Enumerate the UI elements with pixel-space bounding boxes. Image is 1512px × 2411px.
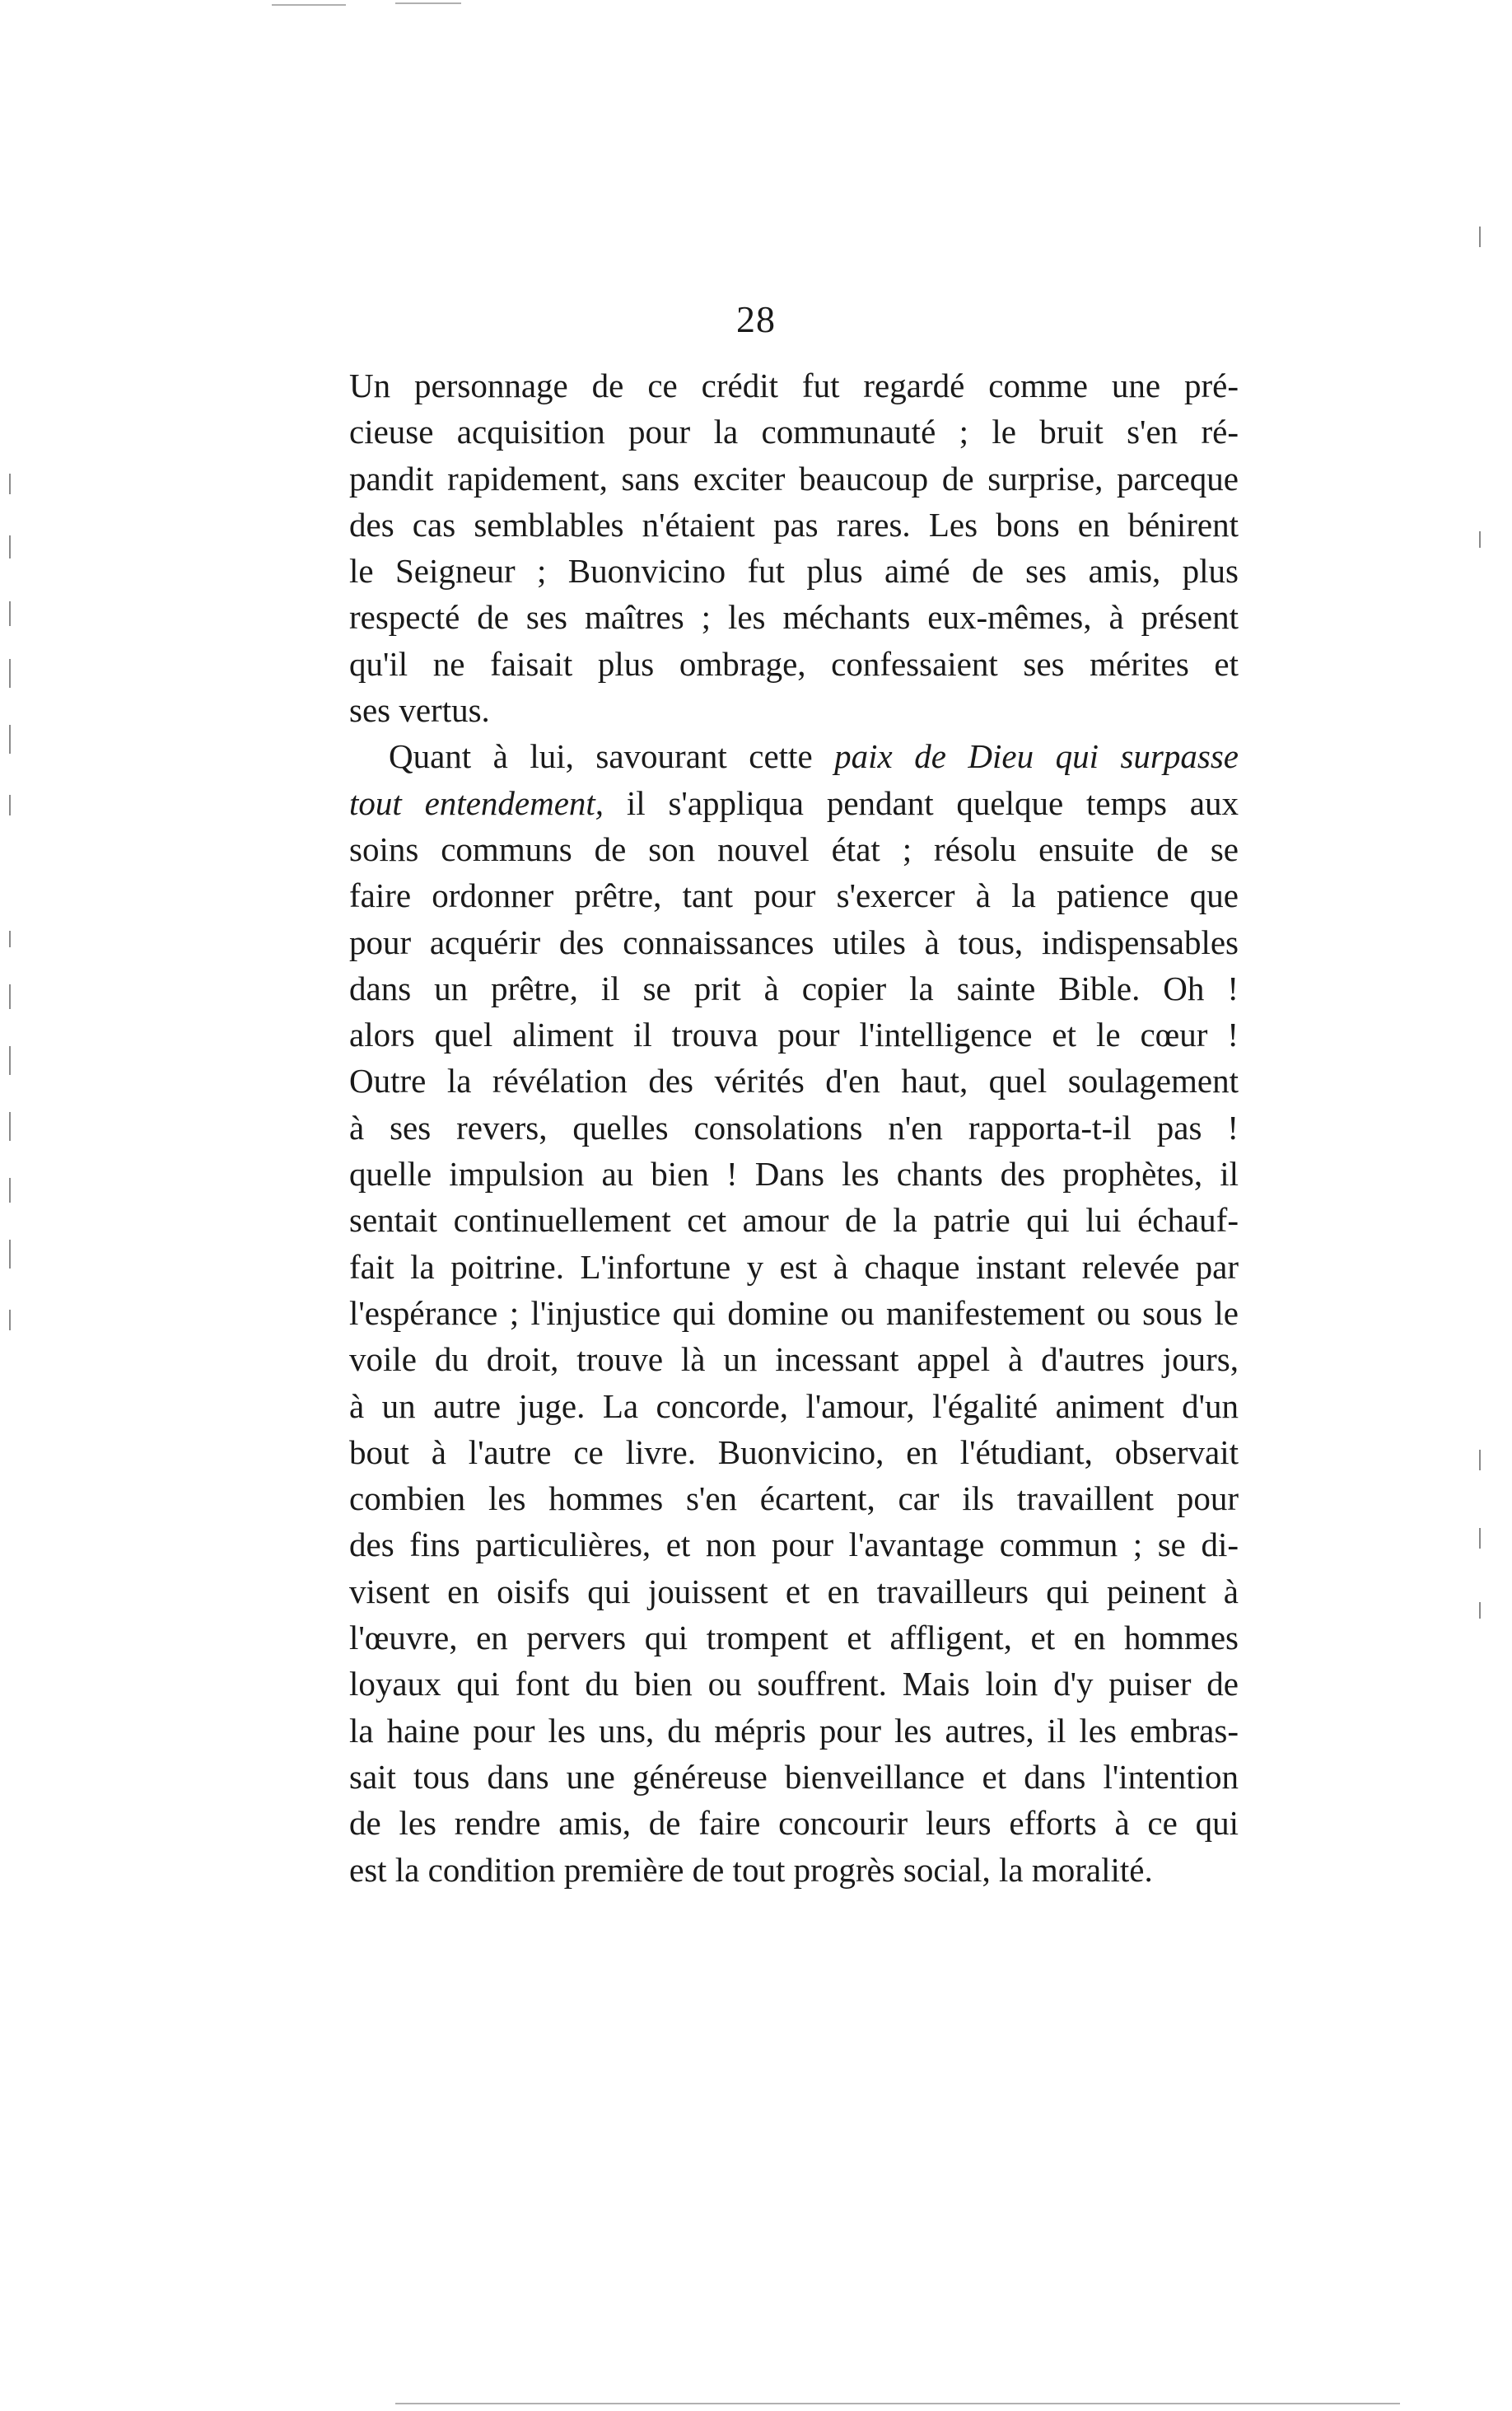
body-text xyxy=(349,362,1239,1893)
text-line: est la condition première de tout progrès social, la moralité. xyxy=(349,1850,1153,1889)
text-line: des fins particulières, et non pour l'avantage commun ; se di- xyxy=(349,1526,1239,1564)
text-line: respecté de ses maîtres ; les méchants eux-mêmes, à présent xyxy=(349,598,1239,637)
text-line: à un autre juge. La concorde, l'amour, l'égalité animent d'un xyxy=(349,1386,1239,1425)
text-line: pandit rapidement, sans exciter beaucoup de surprise, parceque xyxy=(349,459,1239,498)
text-line: Un personnage de ce crédit fut regardé comme une pré- xyxy=(349,367,1239,404)
text-line: l'œuvre, en pervers qui trompent et affligent, et en hommes xyxy=(349,1619,1239,1657)
text-line: de les rendre amis, de faire concourir leurs efforts à ce qui xyxy=(349,1804,1239,1843)
page-number: 28 xyxy=(736,298,776,340)
text-line: sentait continuellement cet amour de la patrie qui lui échauf- xyxy=(349,1201,1239,1240)
text-line: ses vertus. xyxy=(349,691,490,730)
italic-phrase: paix de Dieu qui surpasse xyxy=(834,737,1239,776)
text-line: l'espérance ; l'injustice qui domine ou manifestement ou sous le xyxy=(349,1293,1239,1332)
text-line: à ses revers, quelles consolations n'en rapporta-t-il pas ! xyxy=(349,1108,1239,1147)
text-line: loyaux qui font du bien ou souffrent. Mais loin d'y puiser de xyxy=(349,1665,1239,1703)
text-line: cieuse acquisition pour la communauté ; le bruit s'en ré- xyxy=(349,413,1239,451)
text-line: dans un prêtre, il se prit à copier la sainte Bible. Oh ! xyxy=(349,969,1239,1007)
text-line: voile du droit, trouve là un incessant appel à d'autres jours, xyxy=(349,1340,1239,1379)
text-line: sait tous dans une généreuse bienveillance et dans l'intention xyxy=(349,1757,1239,1796)
text-line: alors quel aliment il trouva pour l'intelligence et le cœur ! xyxy=(349,1016,1239,1054)
text-line: combien les hommes s'en écartent, car ils travaillent pour xyxy=(349,1479,1239,1518)
text-line: faire ordonner prêtre, tant pour s'exercer à la patience que xyxy=(349,876,1239,915)
text-run: Quant à lui, savourant cette xyxy=(389,737,835,776)
text-line: des cas semblables n'étaient pas rares. Les bons en bénirent xyxy=(349,505,1239,544)
text-line: quelle impulsion au bien ! Dans les chants des prophètes, il xyxy=(349,1155,1239,1194)
text-line: qu'il ne faisait plus ombrage, confessaient ses mérites et xyxy=(349,644,1239,683)
text-line: le Seigneur ; Buonvicino fut plus aimé de ses amis, plus xyxy=(349,552,1239,591)
text-line: Outre la révélation des vérités d'en haut, quel soulagement xyxy=(349,1062,1239,1100)
text-line: la haine pour les uns, du mépris pour les autres, il les embras- xyxy=(349,1711,1239,1750)
text-line: fait la poitrine. L'infortune y est à chaque instant relevée par xyxy=(349,1247,1239,1286)
text-line: pour acquérir des connaissances utiles à tous, indispensables xyxy=(349,923,1239,961)
text-line: visent en oisifs qui jouissent et en travailleurs qui peinent à xyxy=(349,1572,1239,1610)
text-line xyxy=(349,780,1239,826)
text-run: il s'appliqua pendant quelque temps aux xyxy=(604,783,1239,822)
text-line: bout à l'autre ce livre. Buonvicino, en l'étudiant, observait xyxy=(349,1432,1239,1471)
italic-phrase: tout entendement, xyxy=(349,783,604,822)
text-line: soins communs de son nouvel état ; résolu ensuite de se xyxy=(349,829,1239,868)
text-line xyxy=(349,733,1239,779)
